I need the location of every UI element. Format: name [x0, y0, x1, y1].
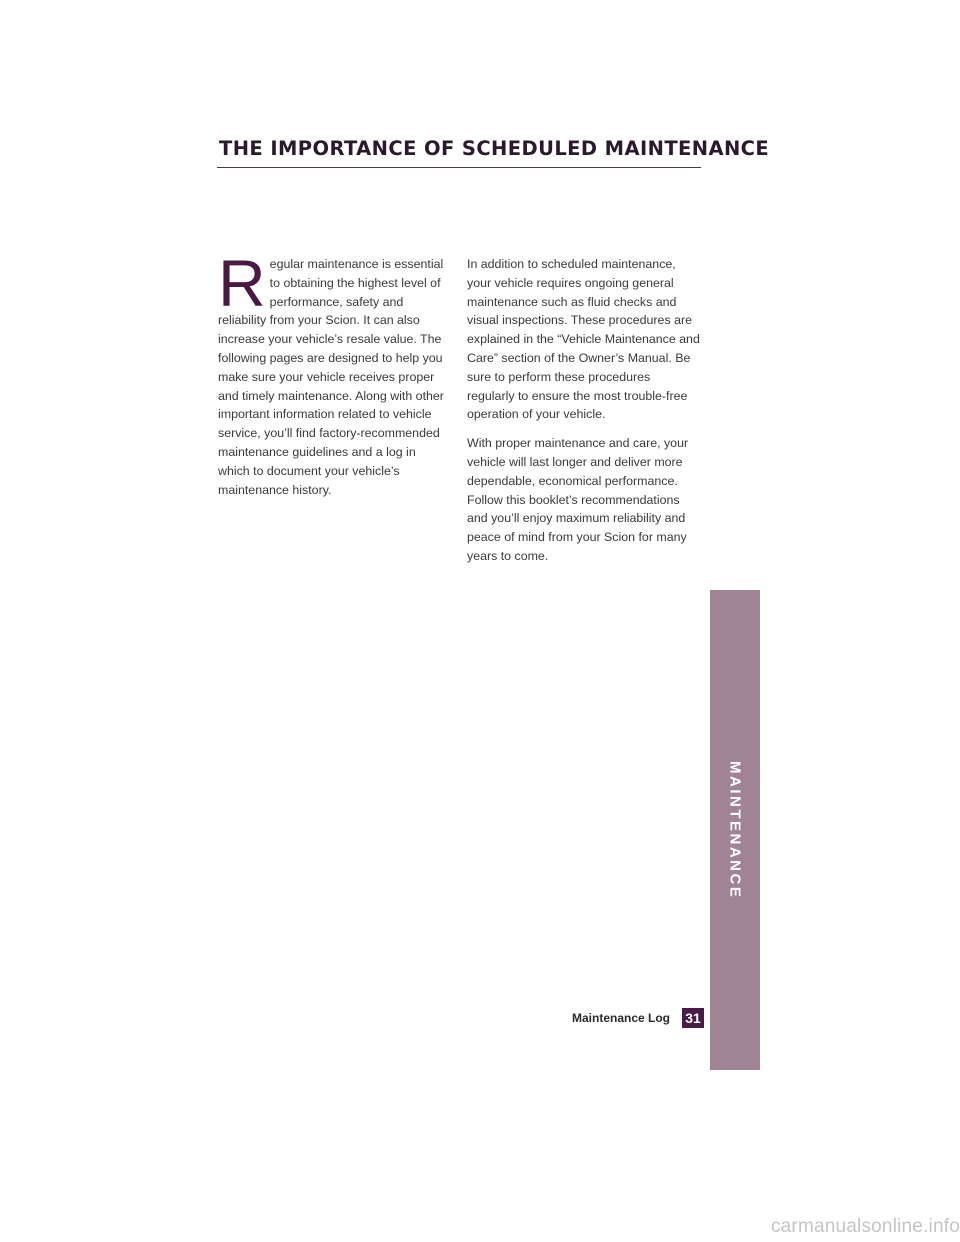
watermark: carmanualsonline.info	[770, 1216, 960, 1237]
sidebar-label: MAINTENANCE	[726, 760, 744, 900]
footer-section-name: Maintenance Log	[571, 1011, 670, 1025]
title-divider	[217, 167, 701, 168]
body-paragraph: With proper maintenance and care, your vehicle will last longer and deliver more dependable, economical performance. Follow this booklet’s recommendations and you’ll enjoy maximum reliability and peace of mind from your Scion for many years to come.	[467, 436, 689, 563]
page-number: 31	[682, 1008, 704, 1028]
page-title: THE IMPORTANCE OF SCHEDULED MAINTENANCE	[219, 137, 770, 160]
body-paragraph: In addition to scheduled maintenance, your vehicle requires ongoing general maintenance such as fluid checks and visual inspections. These procedures are explained in the “Vehicle Maintenance and Care” section of the Owner’s Manual. Be sure to perform these procedures regularly to ensure the most trouble-free operation of your vehicle.	[467, 257, 700, 422]
right-column	[467, 255, 700, 576]
left-column	[218, 246, 450, 509]
intro-paragraph	[218, 246, 450, 499]
intro-text: egular maintenance is essential to obtaining the highest level of performance, safety and reliability from your Scion. It can also increase your vehicle’s resale value. The following pages are designed to help you make sure your vehicle receives proper and timely maintenance. Along with other important information related to vehicle service, you’ll find factory-recommended maintenance guidelines and a log in which to document your vehicle’s maintenance history.	[218, 257, 444, 497]
drop-cap: R	[218, 246, 266, 320]
